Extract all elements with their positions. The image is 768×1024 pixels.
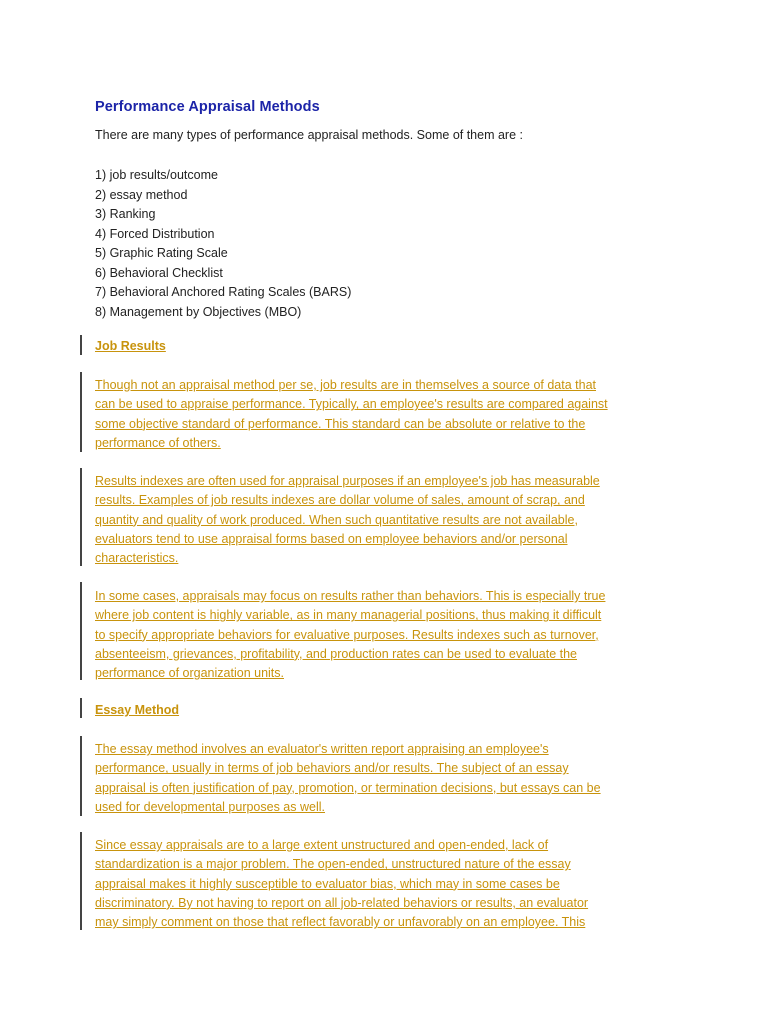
paragraph-line: standardization is a major problem. The open-ended, unstructured nature of the essay [95, 857, 571, 872]
paragraph-line: performance, usually in terms of job behaviors and/or results. The subject of an essay [95, 761, 569, 776]
paragraph-line: appraisal makes it highly susceptible to evaluator bias, which may in some cases be [95, 876, 560, 891]
paragraph-line: evaluators tend to use appraisal forms based on employee behaviors and/or personal [95, 531, 568, 546]
list-item: 4) Forced Distribution [95, 226, 215, 241]
list-item: 5) Graphic Rating Scale [95, 246, 228, 260]
list-item: 3) Ranking [95, 207, 156, 221]
section-heading-essay-method[interactable]: Essay Method [95, 703, 180, 717]
paragraph-line: results. Examples of job results indexes are dollar volume of sales, amount of scrap, and [95, 493, 585, 508]
paragraph-line: In some cases, appraisals may focus on results rather than behaviors. This is especially true [95, 589, 606, 603]
paragraph-line: discriminatory. By not having to report on all job-related behaviors or results, an evaluator [95, 895, 589, 910]
paragraph-line: to specify appropriate behaviors for evaluative purposes. Results indexes such as turnover, [95, 627, 599, 642]
paragraph-line: performance of organization units. [95, 666, 284, 681]
revision-bar [80, 832, 82, 930]
list-item: 6) Behavioral Checklist [95, 265, 223, 280]
paragraph-line: where job content is highly variable, as in many managerial positions, thus making it difficult [95, 608, 602, 623]
page-title: Performance Appraisal Methods [95, 99, 320, 115]
list-item: 8) Management by Objectives (MBO) [95, 304, 302, 319]
paragraph-line: some objective standard of performance. This standard can be absolute or relative to the [95, 416, 586, 431]
revision-bar [80, 372, 82, 452]
paragraph-line: Since essay appraisals are to a large extent unstructured and open-ended, lack of [95, 838, 549, 852]
paragraph-line: used for developmental purposes as well. [95, 799, 325, 814]
section-heading-job-results[interactable]: Job Results [95, 339, 166, 353]
paragraph-job-results-3[interactable] [95, 587, 605, 683]
paragraph-line: can be used to appraise performance. Typically, an employee's results are compared against [95, 397, 608, 412]
paragraph-line: may simply comment on those that reflect favorably or unfavorably on an employee. This [95, 915, 586, 930]
intro-text: There are many types of performance appraisal methods. Some of them are : [95, 128, 523, 142]
paragraph-job-results-2[interactable] [95, 472, 600, 568]
revision-bar [80, 582, 82, 680]
paragraph-line: Results indexes are often used for appraisal purposes if an employee's job has measurable [95, 474, 600, 488]
revision-bar [80, 468, 82, 566]
paragraph-line: appraisal is often justification of pay, promotion, or termination decisions, but essays can be [95, 780, 601, 795]
paragraph-line: characteristics. [95, 551, 179, 566]
revision-bar [80, 736, 82, 816]
list-item: 7) Behavioral Anchored Rating Scales (BARS) [95, 285, 352, 299]
revision-bar [80, 335, 82, 355]
paragraph-line: absenteeism, grievances, profitability, and production rates can be used to evaluate the [95, 646, 578, 661]
paragraph-essay-method-2[interactable] [95, 836, 588, 932]
paragraph-essay-method-1[interactable] [95, 740, 601, 817]
paragraph-line: performance of others. [95, 435, 221, 450]
list-item: 1) job results/outcome [95, 168, 218, 182]
revision-bar [80, 698, 82, 718]
method-list [95, 166, 351, 322]
paragraph-line: quantity and quality of work produced. When such quantitative results are not available, [95, 512, 578, 527]
paragraph-job-results-1[interactable] [95, 376, 608, 453]
list-item: 2) essay method [95, 187, 188, 202]
paragraph-line: The essay method involves an evaluator's written report appraising an employee's [95, 742, 549, 756]
paragraph-line: Though not an appraisal method per se, job results are in themselves a source of data that [95, 378, 596, 392]
